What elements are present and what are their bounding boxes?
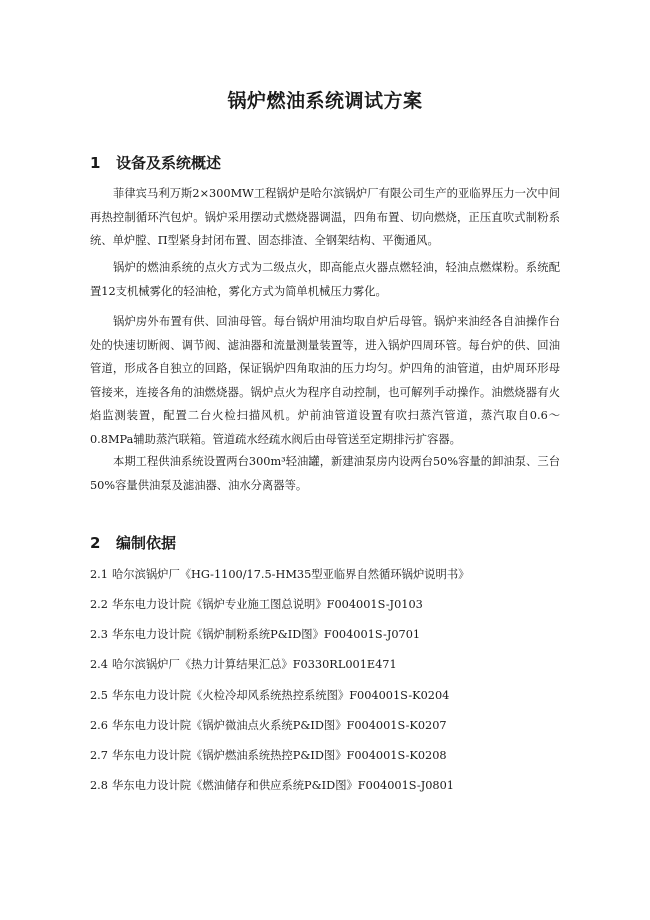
- reference-item: [90, 778, 570, 794]
- reference-item: [90, 657, 570, 673]
- reference-number: 2.4: [90, 658, 108, 671]
- reference-item: [90, 748, 570, 764]
- section-1-paragraph-4: 本期工程供油系统设置两台300m³轻油罐，新建油泵房内设两台50%容量的卸油泵、三台50%容量供油泵及滤油器、油水分离器等。: [90, 455, 560, 492]
- section-number: 1: [90, 154, 101, 172]
- reference-item: [90, 627, 570, 643]
- reference-text: 华东电力设计院《锅炉制粉系统P&ID图》F004001S-J0701: [111, 628, 421, 641]
- reference-item: [90, 688, 570, 704]
- reference-number: 2.5: [90, 689, 108, 702]
- reference-item: [90, 718, 570, 734]
- reference-number: 2.1: [90, 568, 108, 581]
- reference-text: 哈尔滨锅炉厂《热力计算结果汇总》F0330RL001E471: [111, 658, 397, 671]
- section-title: 设备及系统概述: [116, 154, 222, 172]
- reference-number: 2.2: [90, 598, 108, 611]
- section-2-heading: [90, 532, 176, 553]
- reference-text: 华东电力设计院《燃油储存和供应系统P&ID图》F004001S-J0801: [111, 779, 454, 792]
- reference-number: 2.8: [90, 779, 108, 792]
- reference-text: 华东电力设计院《火检冷却风系统热控系统图》F004001S-K0204: [111, 689, 450, 702]
- section-number: 2: [90, 534, 101, 552]
- document-title: 锅炉燃油系统调试方案: [227, 90, 423, 112]
- reference-number: 2.6: [90, 719, 108, 732]
- reference-text: 华东电力设计院《锅炉微油点火系统P&ID图》F004001S-K0207: [111, 719, 447, 732]
- reference-item: [90, 597, 570, 613]
- section-1-paragraph-2: 锅炉的燃油系统的点火方式为二级点火，即高能点火器点燃轻油，轻油点燃煤粉。系统配置12支机械雾化的轻油枪，雾化方式为简单机械压力雾化。: [90, 261, 560, 298]
- reference-number: 2.7: [90, 749, 108, 762]
- reference-text: 华东电力设计院《锅炉燃油系统热控P&ID图》F004001S-K0208: [111, 749, 447, 762]
- reference-text: 华东电力设计院《锅炉专业施工图总说明》F004001S-J0103: [111, 598, 423, 611]
- reference-number: 2.3: [90, 628, 108, 641]
- section-1-paragraph-1: 菲律宾马利万斯2×300MW工程锅炉是哈尔滨锅炉厂有限公司生产的亚临界压力一次中间再热控制循环汽包炉。锅炉采用摆动式燃烧器调温，四角布置、切向燃烧，正压直吹式制粉系统、单炉膛、Π型紧身封闭布置、固态排渣、全钢架结构、平衡通风。: [90, 187, 560, 247]
- section-1-heading: [90, 152, 221, 173]
- reference-text: 哈尔滨锅炉厂《HG-1100/17.5-HM35型亚临界自然循环锅炉说明书》: [111, 568, 470, 581]
- reference-item: [90, 567, 570, 583]
- section-1-paragraph-3: 锅炉房外布置有供、回油母管。每台锅炉用油均取自炉后母管。锅炉来油经各自油操作台处的快速切断阀、调节阀、滤油器和流量测量装置等，进入锅炉四周环管。每台炉的供、回油管道，形成各自独立的回路，保证锅炉四角取油的压力均匀。炉四角的油管道，由炉周环形母管接来，连接各角的油燃烧器。锅炉点火为程序自动控制，也可解列手动操作。油燃烧器有火焰监测装置，配置二台火检扫描风机。炉前油管道设置有吹扫蒸汽管道，蒸汽取自0.6～0.8MPa辅助蒸汽联箱。管道疏水经疏水阀后由母管送至定期排污扩容器。: [90, 315, 560, 446]
- section-title: 编制依据: [116, 534, 177, 552]
